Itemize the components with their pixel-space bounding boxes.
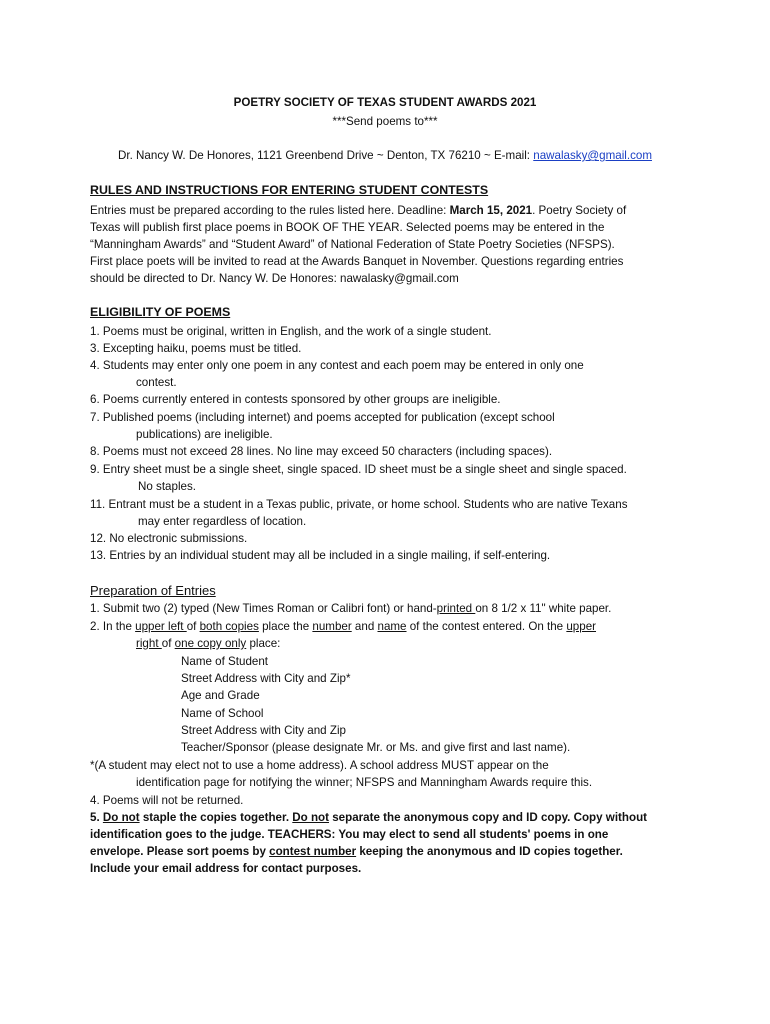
underlined-text: right	[136, 637, 162, 650]
eligibility-item: 8. Poems must not exceed 28 lines. No line may exceed 50 characters (including spaces).	[90, 445, 553, 458]
preparation-text: 1. Submit two (2) typed (New Times Roman or Calibri font) or hand-	[90, 602, 437, 615]
id-field-item: Name of Student	[181, 655, 269, 668]
preparation-text: on 8 1/2 x 11" white paper.	[475, 602, 612, 615]
underlined-text: Do not	[292, 811, 329, 824]
email-link[interactable]: nawalasky@gmail.com	[533, 149, 652, 162]
underlined-text: name	[377, 620, 407, 633]
eligibility-item-continued: may enter regardless of location.	[138, 515, 307, 528]
eligibility-item: 3. Excepting haiku, poems must be titled.	[90, 342, 302, 355]
id-field-item: Name of School	[181, 707, 264, 720]
preparation-text: keeping the anonymous and ID copies together.	[356, 845, 623, 858]
preparation-text: separate the anonymous copy and ID copy. Copy without	[329, 811, 648, 824]
preparation-text: and	[351, 620, 378, 633]
underlined-text: upper left	[135, 620, 187, 633]
preparation-text: 2. In the	[90, 620, 136, 633]
deadline-date: March 15, 2021	[449, 204, 533, 217]
rules-line-4: First place poets will be invited to read at the Awards Banquet in November. Questions regarding entries	[90, 255, 624, 268]
eligibility-item: 1. Poems must be original, written in English, and the work of a single student.	[90, 325, 492, 338]
preparation-text: of	[186, 620, 200, 633]
id-field-item: Age and Grade	[181, 689, 260, 702]
eligibility-item: 4. Students may enter only one poem in any contest and each poem may be entered in only one	[90, 359, 584, 372]
eligibility-item-continued: No staples.	[138, 480, 196, 493]
eligibility-item: 12. No electronic submissions.	[90, 532, 248, 545]
preparation-item-2-continued	[136, 636, 280, 651]
preparation-text: place:	[246, 637, 281, 650]
underlined-text: one copy only	[174, 637, 247, 650]
preparation-item-5	[90, 810, 647, 825]
preparation-text: of	[161, 637, 175, 650]
address-text: Dr. Nancy W. De Honores, 1121 Greenbend Drive ~ Denton, TX 76210 ~ E-mail:	[118, 149, 534, 162]
eligibility-item: 6. Poems currently entered in contests sponsored by other groups are ineligible.	[90, 393, 501, 406]
eligibility-item-continued: contest.	[136, 376, 177, 389]
underlined-text: Do not	[102, 811, 140, 824]
document-title: POETRY SOCIETY OF TEXAS STUDENT AWARDS 2021	[233, 96, 537, 109]
preparation-item-5-line-3	[90, 844, 623, 859]
eligibility-item: 13. Entries by an individual student may all be included in a single mailing, if self-entering.	[90, 549, 551, 562]
id-field-item: Street Address with City and Zip*	[181, 672, 351, 685]
preparation-item-5-line-4: Include your email address for contact purposes.	[90, 862, 362, 875]
preparation-text: place the	[258, 620, 313, 633]
underlined-text: both copies	[199, 620, 259, 633]
rules-text: Entries must be prepared according to the rules listed here. Deadline:	[90, 204, 450, 217]
eligibility-heading: ELIGIBILITY OF POEMS	[90, 305, 231, 319]
preparation-item-1	[90, 601, 611, 616]
underlined-text: upper	[566, 620, 597, 633]
address-note-line-1: *(A student may elect not to use a home address). A school address MUST appear on the	[90, 759, 549, 772]
eligibility-item: 9. Entry sheet must be a single sheet, single spaced. ID sheet must be a single sheet and single spaced.	[90, 463, 627, 476]
address-line	[0, 148, 770, 163]
rules-line-1	[90, 203, 626, 218]
rules-text: . Poetry Society of	[532, 204, 627, 217]
id-field-item: Street Address with City and Zip	[181, 724, 346, 737]
underlined-text: contest number	[269, 845, 357, 858]
preparation-item-2	[90, 619, 596, 634]
preparation-item-4: 4. Poems will not be returned.	[90, 794, 244, 807]
preparation-text: staple the copies together.	[139, 811, 293, 824]
send-to-line: ***Send poems to***	[332, 115, 438, 128]
underlined-text: number	[312, 620, 352, 633]
eligibility-item-continued: publications) are ineligible.	[136, 428, 273, 441]
preparation-text: envelope. Please sort poems by	[90, 845, 270, 858]
address-note-line-2: identification page for notifying the winner; NFSPS and Manningham Awards require this.	[136, 776, 593, 789]
preparation-heading: Preparation of Entries	[90, 583, 216, 598]
rules-line-3: “Manningham Awards” and “Student Award” of National Federation of State Poetry Societies (NFSPS).	[90, 238, 615, 251]
preparation-text: of the contest entered. On the	[406, 620, 567, 633]
underlined-text: printed	[436, 602, 476, 615]
eligibility-item: 7. Published poems (including internet) and poems accepted for publication (except school	[90, 411, 555, 424]
preparation-item-5-line-2: identification goes to the judge. TEACHERS: You may elect to send all students' poems in one	[90, 828, 609, 841]
preparation-text: 5.	[90, 811, 103, 824]
rules-heading: RULES AND INSTRUCTIONS FOR ENTERING STUDENT CONTESTS	[90, 183, 489, 197]
rules-line-5: should be directed to Dr. Nancy W. De Honores: nawalasky@gmail.com	[90, 272, 459, 285]
eligibility-item: 11. Entrant must be a student in a Texas public, private, or home school. Students who are native Texans	[90, 498, 628, 511]
rules-line-2: Texas will publish first place poems in BOOK OF THE YEAR. Selected poems may be entered in the	[90, 221, 605, 234]
id-field-item: Teacher/Sponsor (please designate Mr. or Ms. and give first and last name).	[181, 741, 571, 754]
